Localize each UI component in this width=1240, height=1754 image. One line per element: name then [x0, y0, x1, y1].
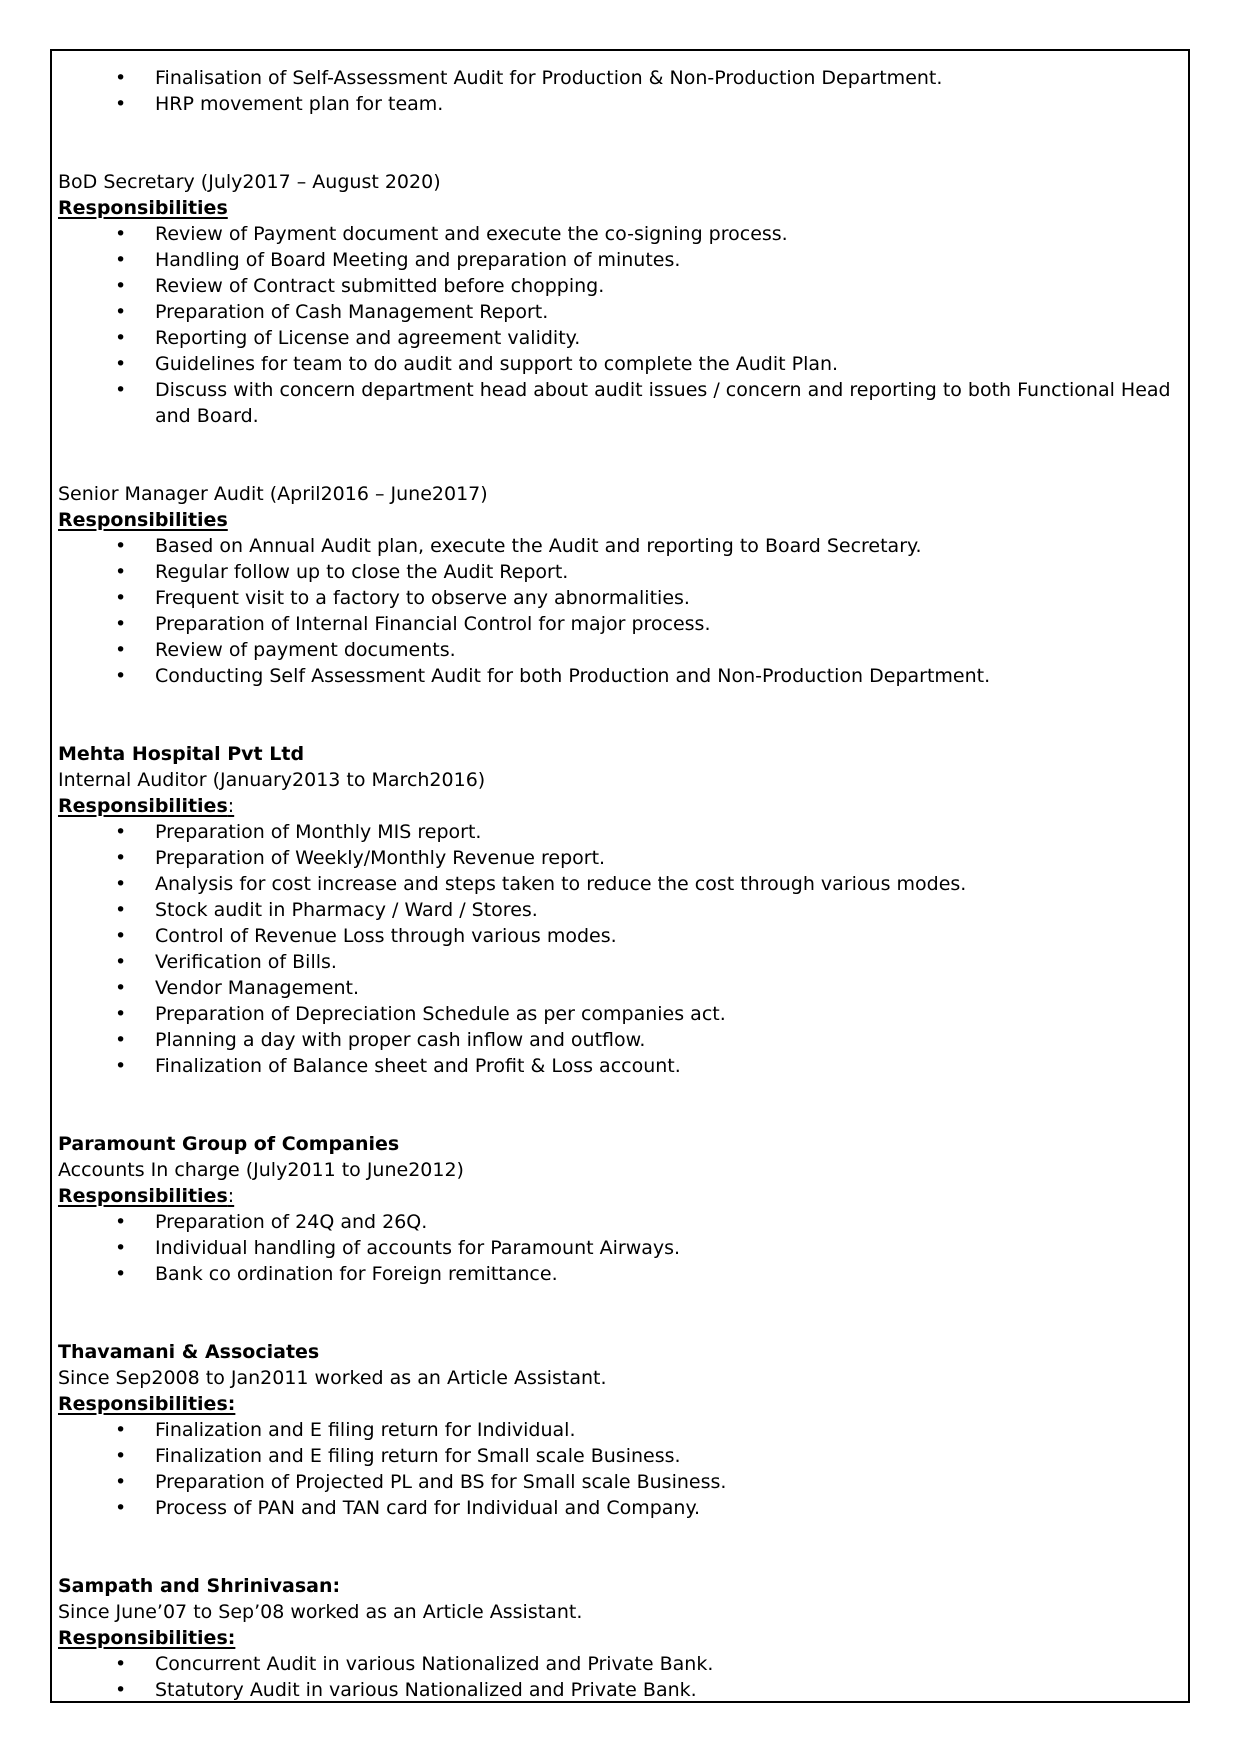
list-item	[58, 1001, 1180, 1027]
bullet-text: Finalization and E filing return for Small scale Business.	[155, 1445, 681, 1467]
responsibilities-suffix: :	[227, 795, 235, 817]
bullet-icon: •	[115, 1679, 127, 1701]
responsibilities-list	[58, 1651, 1180, 1703]
list-item	[58, 845, 1180, 871]
job-title: Accounts In charge (July2011 to June2012)	[58, 1159, 464, 1181]
bullet-text: Finalization of Balance sheet and Profit & Loss account.	[155, 1055, 681, 1077]
list-item	[58, 65, 1180, 91]
responsibilities-heading	[58, 1391, 1180, 1417]
bullet-text: Preparation of Monthly MIS report.	[155, 821, 482, 843]
responsibilities-heading	[58, 1625, 1180, 1651]
list-item	[58, 637, 1180, 663]
list-item	[58, 1053, 1180, 1079]
bullet-icon: •	[115, 1211, 127, 1233]
bullet-icon: •	[115, 275, 127, 297]
job-title: Senior Manager Audit (April2016 – June2017)	[58, 483, 488, 505]
bullet-text: Finalisation of Self-Assessment Audit for Production & Non-Production Department.	[155, 67, 943, 89]
bullet-text: Verification of Bills.	[155, 951, 337, 973]
job-title: Since June’07 to Sep’08 worked as an Article Assistant.	[58, 1601, 583, 1623]
list-item	[58, 923, 1180, 949]
bullet-text: Planning a day with proper cash inflow and outflow.	[155, 1029, 646, 1051]
bullet-text: Preparation of Depreciation Schedule as per companies act.	[155, 1003, 726, 1025]
list-item	[58, 247, 1180, 273]
bullet-icon: •	[115, 587, 127, 609]
bullet-text: Discuss with concern department head about audit issues / concern and reporting to both Functional Head and Board.	[155, 379, 1171, 427]
bullet-icon: •	[115, 1237, 127, 1259]
bullet-icon: •	[115, 847, 127, 869]
responsibilities-list	[58, 819, 1180, 1079]
bullet-text: Concurrent Audit in various Nationalized and Private Bank.	[155, 1653, 714, 1675]
list-item	[58, 975, 1180, 1001]
bullet-text: Finalization and E filing return for Individual.	[155, 1419, 576, 1441]
list-item	[58, 871, 1180, 897]
list-item	[58, 91, 1180, 117]
bullet-text: Bank co ordination for Foreign remittance.	[155, 1263, 558, 1285]
section-paramount-group	[58, 1131, 1180, 1287]
bullet-text: Control of Revenue Loss through various modes.	[155, 925, 617, 947]
bullet-icon: •	[115, 561, 127, 583]
responsibilities-heading	[58, 195, 1180, 221]
section-sampath-shrinivasan	[58, 1573, 1180, 1703]
list-item	[58, 1417, 1180, 1443]
list-item	[58, 351, 1180, 377]
list-item	[58, 377, 1180, 429]
list-item	[58, 1677, 1180, 1703]
bullet-icon: •	[115, 1263, 127, 1285]
bullet-text: HRP movement plan for team.	[155, 93, 444, 115]
job-title: Internal Auditor (January2013 to March2016)	[58, 769, 486, 791]
bullet-icon: •	[115, 249, 127, 271]
responsibilities-label: Responsibilities:	[58, 1393, 236, 1415]
bullet-text: Preparation of Internal Financial Control for major process.	[155, 613, 711, 635]
list-item	[58, 663, 1180, 689]
bullet-text: Vendor Management.	[155, 977, 359, 999]
bullet-icon: •	[115, 353, 127, 375]
bullet-text: Preparation of Weekly/Monthly Revenue report.	[155, 847, 606, 869]
continuation-bullet-list	[58, 65, 1180, 117]
responsibilities-label: Responsibilities:	[58, 1627, 236, 1649]
responsibilities-label: Responsibilities	[58, 509, 228, 531]
bullet-text: Statutory Audit in various Nationalized and Private Bank.	[155, 1679, 697, 1701]
bullet-icon: •	[115, 1419, 127, 1441]
bullet-icon: •	[115, 1055, 127, 1077]
list-item	[58, 585, 1180, 611]
list-item	[58, 1209, 1180, 1235]
bullet-text: Stock audit in Pharmacy / Ward / Stores.	[155, 899, 538, 921]
bullet-text: Preparation of 24Q and 26Q.	[155, 1211, 428, 1233]
section-senior-manager-audit	[58, 481, 1180, 689]
bullet-icon: •	[115, 67, 127, 89]
list-item	[58, 1235, 1180, 1261]
list-item	[58, 611, 1180, 637]
bullet-icon: •	[115, 1029, 127, 1051]
responsibilities-list	[58, 1209, 1180, 1287]
section-thavamani-associates	[58, 1339, 1180, 1521]
bullet-icon: •	[115, 821, 127, 843]
bullet-icon: •	[115, 613, 127, 635]
list-item	[58, 1495, 1180, 1521]
bullet-text: Regular follow up to close the Audit Report.	[155, 561, 569, 583]
bullet-text: Based on Annual Audit plan, execute the Audit and reporting to Board Secretary.	[155, 535, 922, 557]
bullet-icon: •	[115, 379, 127, 401]
bullet-icon: •	[115, 665, 127, 687]
bullet-icon: •	[115, 899, 127, 921]
bullet-icon: •	[115, 977, 127, 999]
bullet-icon: •	[115, 873, 127, 895]
company-name: Mehta Hospital Pvt Ltd	[58, 743, 305, 765]
responsibilities-list	[58, 1417, 1180, 1521]
responsibilities-heading	[58, 793, 1180, 819]
bullet-text: Review of payment documents.	[155, 639, 456, 661]
bullet-text: Individual handling of accounts for Paramount Airways.	[155, 1237, 681, 1259]
bullet-icon: •	[115, 301, 127, 323]
list-item	[58, 533, 1180, 559]
responsibilities-label: Responsibilities	[58, 1185, 228, 1207]
bullet-icon: •	[115, 1445, 127, 1467]
bullet-icon: •	[115, 951, 127, 973]
job-title: Since Sep2008 to Jan2011 worked as an Article Assistant.	[58, 1367, 607, 1389]
company-name: Sampath and Shrinivasan:	[58, 1575, 341, 1597]
bullet-text: Preparation of Projected PL and BS for Small scale Business.	[155, 1471, 727, 1493]
job-title: BoD Secretary (July2017 – August 2020)	[58, 171, 441, 193]
company-name: Paramount Group of Companies	[58, 1133, 400, 1155]
list-item	[58, 1651, 1180, 1677]
bullet-icon: •	[115, 1497, 127, 1519]
section-mehta-hospital	[58, 741, 1180, 1079]
bullet-text: Review of Contract submitted before chopping.	[155, 275, 605, 297]
bullet-icon: •	[115, 1003, 127, 1025]
list-item	[58, 897, 1180, 923]
bullet-icon: •	[115, 223, 127, 245]
bullet-icon: •	[115, 1471, 127, 1493]
page-border	[50, 49, 1190, 1703]
bullet-icon: •	[115, 93, 127, 115]
bullet-text: Preparation of Cash Management Report.	[155, 301, 549, 323]
list-item	[58, 299, 1180, 325]
list-item	[58, 273, 1180, 299]
responsibilities-list	[58, 533, 1180, 689]
bullet-text: Frequent visit to a factory to observe any abnormalities.	[155, 587, 690, 609]
responsibilities-heading	[58, 507, 1180, 533]
list-item	[58, 1027, 1180, 1053]
section-bod-secretary	[58, 169, 1180, 429]
list-item	[58, 949, 1180, 975]
bullet-text: Guidelines for team to do audit and support to complete the Audit Plan.	[155, 353, 839, 375]
list-item	[58, 221, 1180, 247]
bullet-icon: •	[115, 535, 127, 557]
responsibilities-label: Responsibilities	[58, 197, 228, 219]
responsibilities-label: Responsibilities	[58, 795, 228, 817]
list-item	[58, 819, 1180, 845]
list-item	[58, 559, 1180, 585]
bullet-text: Review of Payment document and execute the co-signing process.	[155, 223, 788, 245]
company-name: Thavamani & Associates	[58, 1341, 320, 1363]
bullet-text: Handling of Board Meeting and preparation of minutes.	[155, 249, 681, 271]
responsibilities-heading	[58, 1183, 1180, 1209]
responsibilities-list	[58, 221, 1180, 429]
list-item	[58, 1443, 1180, 1469]
bullet-text: Conducting Self Assessment Audit for both Production and Non-Production Department.	[155, 665, 991, 687]
bullet-icon: •	[115, 327, 127, 349]
bullet-icon: •	[115, 925, 127, 947]
responsibilities-suffix: :	[227, 1185, 235, 1207]
list-item	[58, 1469, 1180, 1495]
bullet-text: Analysis for cost increase and steps taken to reduce the cost through various modes.	[155, 873, 967, 895]
bullet-icon: •	[115, 639, 127, 661]
list-item	[58, 325, 1180, 351]
list-item	[58, 1261, 1180, 1287]
bullet-text: Process of PAN and TAN card for Individual and Company.	[155, 1497, 701, 1519]
bullet-text: Reporting of License and agreement validity.	[155, 327, 581, 349]
bullet-icon: •	[115, 1653, 127, 1675]
